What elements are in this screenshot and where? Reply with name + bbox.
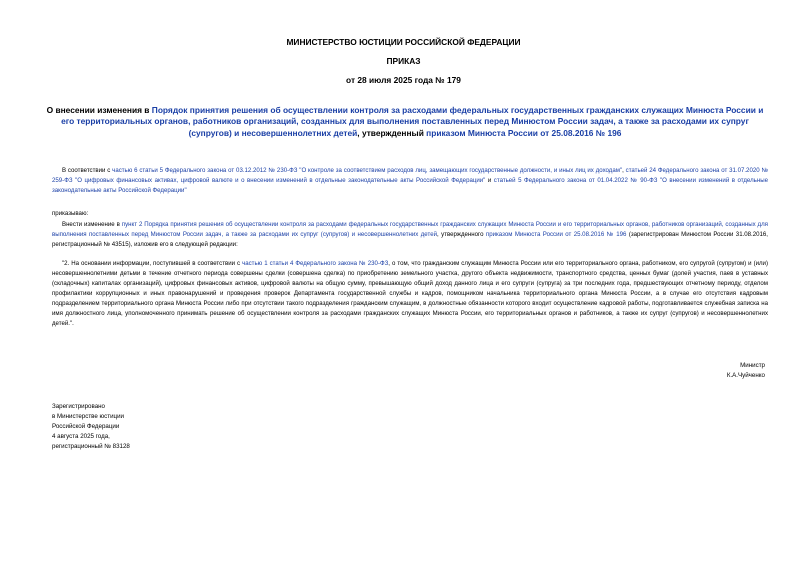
title-link-order[interactable]: приказом Минюста России от 25.08.2016 № 196 bbox=[426, 127, 622, 138]
registration-line: регистрационный № 83128 bbox=[52, 443, 130, 450]
ministry-name: МИНИСТЕРСТВО ЮСТИЦИИ РОССИЙСКОЙ ФЕДЕРАЦИИ bbox=[286, 37, 521, 47]
preamble-text-2: , bbox=[622, 167, 626, 174]
main-text-1: Внести изменение в bbox=[62, 221, 122, 228]
preamble-paragraph bbox=[52, 166, 768, 196]
document-date-number: от 28 июля 2025 года № 179 bbox=[346, 75, 461, 85]
signature-position: Министр bbox=[740, 362, 765, 369]
registration-line: Зарегистрировано bbox=[52, 403, 105, 410]
preamble-link-259fz[interactable]: статьей 24 Федерального закона от 31.07.2020 № 259-ФЗ "О цифровых финансовых активах, цифровой валюте и о внесении изменений в отдельные законодательные акты Российской Федерации" bbox=[52, 167, 768, 184]
document-title bbox=[40, 105, 770, 139]
preamble-text-1: В соответствии с bbox=[62, 167, 113, 174]
main-paragraph bbox=[52, 220, 768, 250]
registration-line: в Министерстве юстиции bbox=[52, 413, 125, 420]
main-link-order[interactable]: приказом Минюста России от 25.08.2016 № 196 bbox=[485, 231, 627, 238]
registration-block bbox=[52, 402, 130, 452]
title-text-2: , утвержденный bbox=[357, 127, 427, 138]
quote-text-1: "2. На основании информации, поступившей в соответствии с bbox=[62, 260, 243, 267]
main-link-procedure[interactable]: Порядка принятия решения об осуществлении контроля за расходами федеральных государственных гражданских служащих Минюста России и его территориальных органов, работников организаций, созданных для выполнения поставленных перед Минюстом России задач, а также за расходами их супруг (супругов) и несовершеннолетних детей bbox=[52, 221, 768, 238]
quoted-point-2 bbox=[52, 259, 768, 329]
signature-block bbox=[727, 361, 765, 381]
main-text-4: (зарегистрирован Минюстом России 31.08.2016, регистрационный № 43515), изложив его в следующей редакции: bbox=[52, 231, 768, 248]
quote-text-3: , о том, что гражданским служащим Минюста России или его территориального органа, работником, его супругой (супругом) и (или) несовершеннолетними детьми в течение отчетного периода совершены сделки (совершена сделка) по приобретению земельного участка, другого объекта недвижимости, транспортного средства, ценных бумаг (долей участия, паев в уставных (складочных) капиталах организаций), цифровых финансовых активов, цифровой валюты на общую сумму, превышающую общий доход данного лица и его супруги (супруга) за три последних года, предшествующих отчетному периоду, отделом профилактики коррупционных и иных правонарушений и проведения проверок Департамента государственной службы и кадров, помощником начальника территориального органа Минюста России, а в случае его отсутствия кадровым подразделением территориального органа Минюста России либо при отсутствии такого подразделения гражданским служащим, в должностные обязанности которого входит осуществление кадровой работы, подготавливается служебная записка на имя должностного лица, уполномоченного принимать решение об осуществлении контроля за расходами гражданских служащих Минюста России, его территориальных органов и работников, а также их супруг (супругов) и несовершеннолетних детей.". bbox=[52, 260, 768, 327]
main-text-3: , утвержденного bbox=[437, 231, 486, 238]
document-type: ПРИКАЗ bbox=[386, 56, 421, 66]
preamble-link-230fz[interactable]: частью 6 статьи 5 Федерального закона от 03.12.2012 № 230-ФЗ "О контроле за соответствием расходов лиц, замещающих государственные должности, и иных лиц их доходам" bbox=[112, 167, 623, 174]
title-text-1: О внесении изменения в bbox=[46, 105, 152, 115]
preamble-text-3: и bbox=[485, 177, 494, 184]
signature-name: К.А.Чуйченко bbox=[726, 372, 765, 379]
main-link-point-2[interactable]: пункт 2 bbox=[121, 221, 143, 228]
title-link-procedure[interactable]: Порядок принятия решения об осуществлении контроля за расходами федеральных государственных гражданских служащих Минюста России и его территориальных органов, работников организаций, созданных для выполнения поставленных перед Минюстом России задач, а также за расходами их супруг (супругов) и несовершеннолетних детей bbox=[61, 105, 764, 138]
quote-link-part-1[interactable]: частью 1 bbox=[242, 260, 268, 267]
registration-line: Российской Федерации bbox=[52, 423, 120, 430]
quote-link-article-4[interactable]: статьи 4 Федерального закона № 230-ФЗ bbox=[269, 260, 389, 267]
preamble-link-90fz[interactable]: статьей 5 Федерального закона от 01.04.2022 № 90-ФЗ "О внесении изменений в отдельные законодательные акты Российской Федерации" bbox=[52, 177, 768, 194]
order-word: приказываю: bbox=[52, 210, 89, 217]
registration-line: 4 августа 2025 года, bbox=[52, 433, 110, 440]
